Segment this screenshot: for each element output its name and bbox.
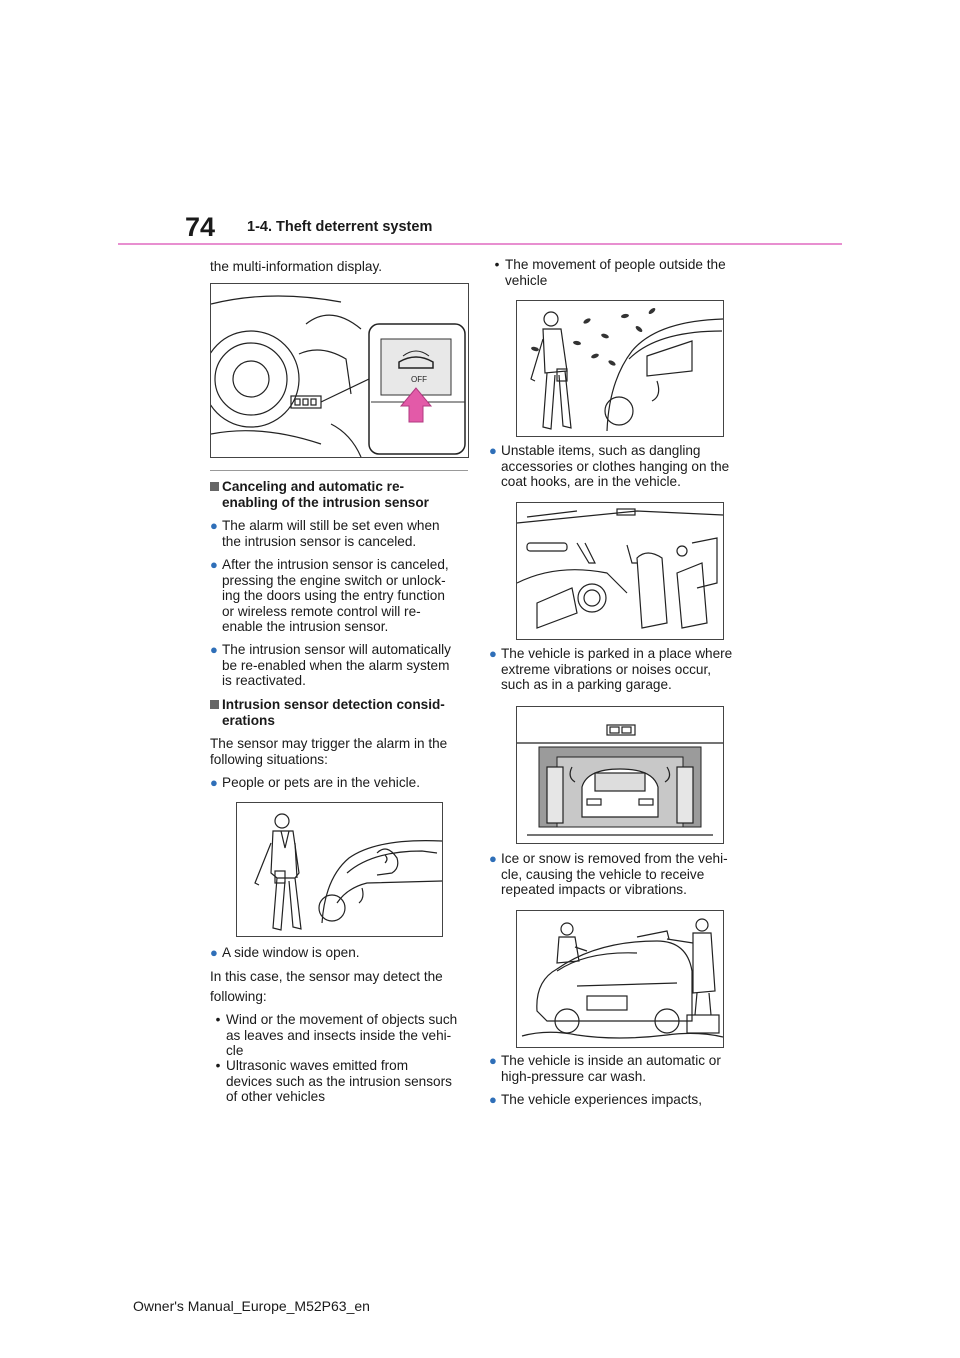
bullet-unstable-items: ● Unstable items, such as dangling accessories or clothes hanging on the coat hooks, are in the vehicle. bbox=[489, 443, 730, 489]
subitem-people-outside: • The movement of people outside the vehicle bbox=[494, 257, 726, 288]
bullet-people-pets: ● People or pets are in the vehicle. bbox=[210, 775, 420, 790]
illustration-dashboard-off-button bbox=[210, 283, 469, 458]
bullet-alarm-still-set: ● The alarm will still be set even when the intrusion sensor is canceled. bbox=[210, 518, 440, 549]
illustration-parking-garage bbox=[516, 706, 724, 844]
svg-text:OFF: OFF bbox=[411, 375, 427, 384]
para-may-trigger: The sensor may trigger the alarm in the following situations: bbox=[210, 736, 448, 767]
page-number: 74 bbox=[185, 212, 216, 242]
header-rule bbox=[118, 243, 842, 245]
para-in-this-case: In this case, the sensor may detect the following: bbox=[210, 969, 443, 1004]
bullet-side-window: ● A side window is open. bbox=[210, 945, 360, 960]
illustration-person-and-dog bbox=[236, 802, 443, 937]
footer-manual-id: Owner's Manual_Europe_M52P63_en bbox=[133, 1298, 370, 1314]
bullet-auto-reenable: ● The intrusion sensor will automatically be re-enabled when the alarm system is reactivated. bbox=[210, 642, 451, 688]
section-divider bbox=[210, 470, 468, 471]
subitem-wind: • Wind or the movement of objects such as leaves and insects inside the vehi- cle bbox=[215, 1012, 458, 1058]
bullet-after-canceled: ● After the intrusion sensor is canceled, pressing the engine switch or unlock- ing the doors using the entry function or wireless remote control will re- enable the intrusion sensor. bbox=[210, 557, 449, 634]
subitem-ultrasonic: • Ultrasonic waves emitted from devices such as the intrusion sensors of other vehicles bbox=[215, 1058, 452, 1104]
bullet-car-wash: ● The vehicle is inside an automatic or high-pressure car wash. bbox=[489, 1053, 721, 1084]
intro-text: the multi-information display. bbox=[210, 259, 383, 274]
illustration-snow-removal bbox=[516, 910, 724, 1048]
bullet-impacts: ● The vehicle experiences impacts, bbox=[489, 1092, 702, 1107]
bullet-parked-vibrations: ● The vehicle is parked in a place where extreme vibrations or noises occur, such as in a parking garage. bbox=[489, 646, 733, 692]
heading-detection-considerations: Intrusion sensor detection consid- erations bbox=[210, 697, 472, 728]
illustration-car-interior bbox=[516, 502, 724, 640]
illustration-leaves-person-car bbox=[516, 300, 724, 437]
heading-canceling: Canceling and automatic re- enabling of the intrusion sensor bbox=[210, 479, 470, 510]
bullet-ice-snow: ● Ice or snow is removed from the vehi- cle, causing the vehicle to receive repeated impacts or vibrations. bbox=[489, 851, 728, 897]
section-title: 1-4. Theft deterrent system bbox=[247, 219, 433, 235]
